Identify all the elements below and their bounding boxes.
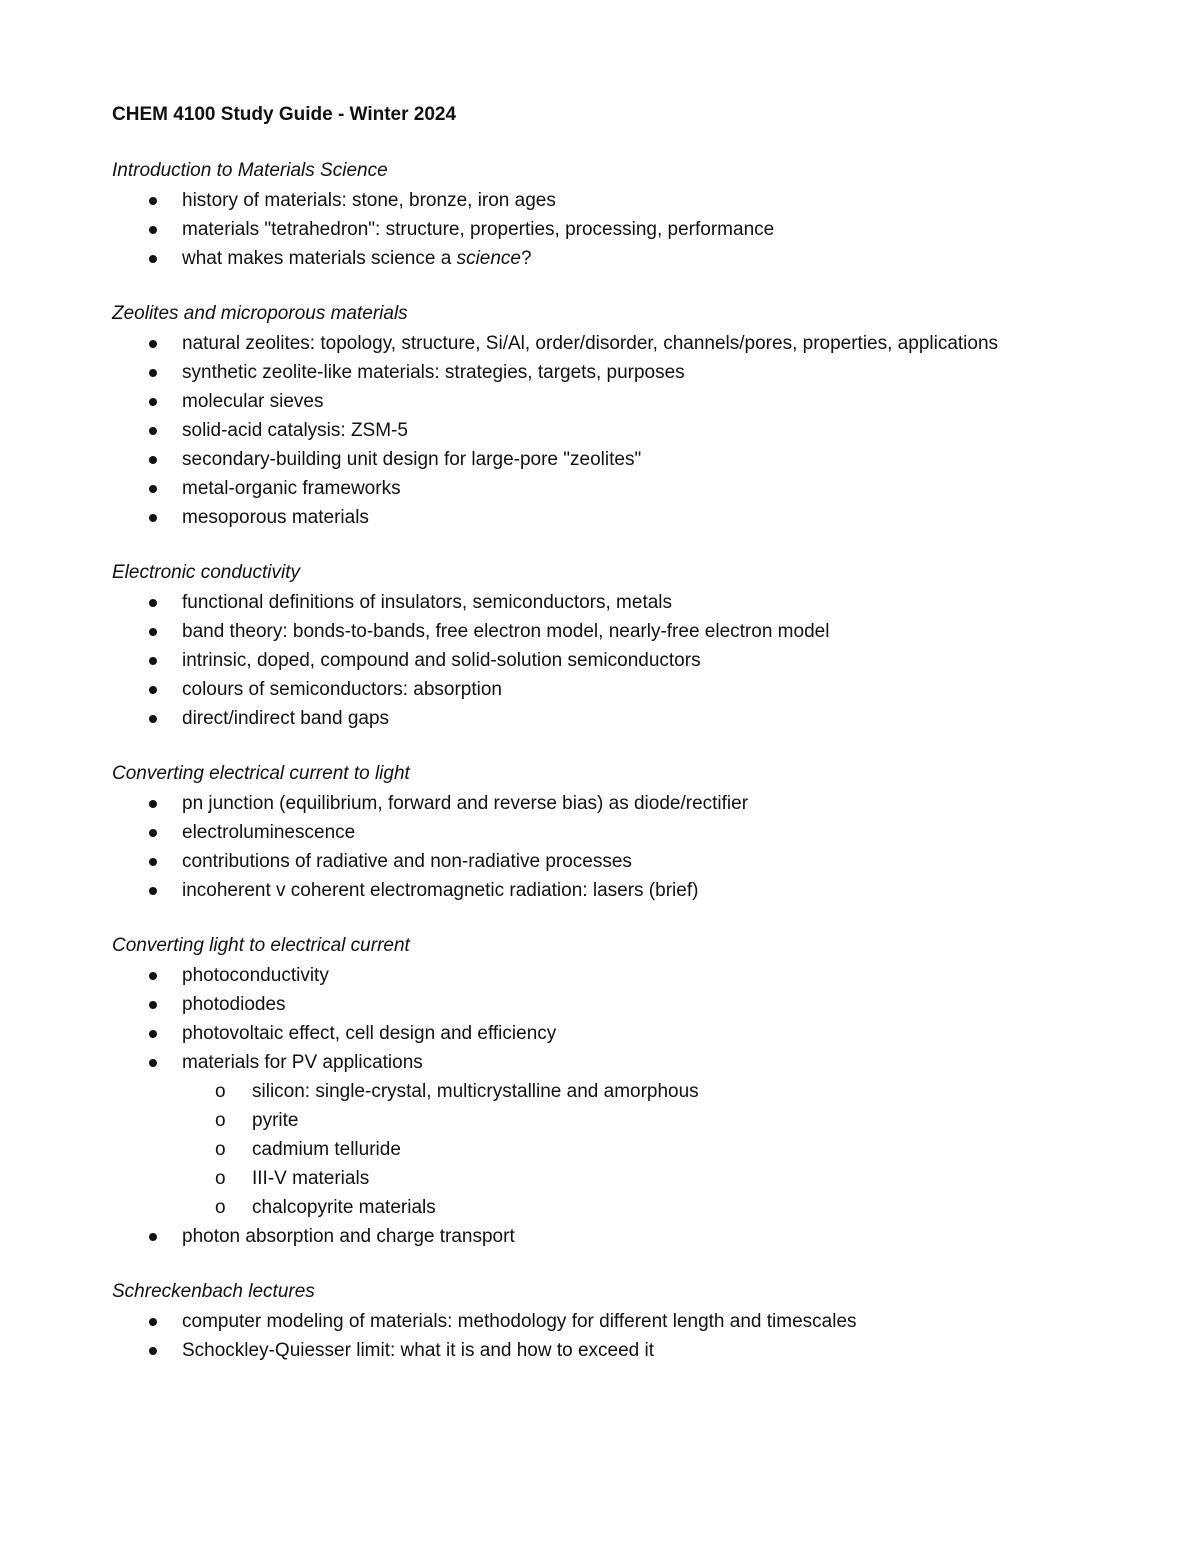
list-item	[182, 789, 1092, 818]
list-item	[182, 588, 1092, 617]
list-item-text: molecular sieves	[182, 391, 324, 412]
circle-bullet-icon: o	[215, 1197, 226, 1218]
bullet-icon	[149, 226, 157, 234]
list-item-text: band theory: bonds-to-bands, free electron model, nearly-free electron model	[182, 621, 830, 642]
bullet-icon	[149, 369, 157, 377]
bullet-list	[112, 186, 1092, 273]
bullet-icon	[149, 800, 157, 808]
sub-list-item	[215, 1164, 1092, 1193]
bullet-icon	[149, 599, 157, 607]
bullet-icon	[149, 197, 157, 205]
list-item	[182, 617, 1092, 646]
bullet-icon	[149, 858, 157, 866]
sub-list-item-text: silicon: single-crystal, multicrystalline and amorphous	[252, 1081, 699, 1102]
list-item	[182, 387, 1092, 416]
list-item	[182, 1019, 1092, 1048]
list-item	[182, 1307, 1092, 1336]
section-zeolites	[112, 299, 1092, 532]
list-item	[182, 818, 1092, 847]
document	[112, 100, 1092, 1391]
list-item	[182, 675, 1092, 704]
circle-bullet-icon: o	[215, 1168, 226, 1189]
bullet-icon	[149, 398, 157, 406]
list-item	[182, 329, 1092, 358]
bullet-list	[112, 789, 1092, 905]
list-item-text: natural zeolites: topology, structure, Si/Al, order/disorder, channels/pores, properties, applications	[182, 333, 999, 354]
list-item	[182, 244, 1092, 273]
list-item	[182, 1048, 1092, 1222]
circle-bullet-icon: o	[215, 1139, 226, 1160]
list-item	[182, 186, 1092, 215]
circle-bullet-icon: o	[215, 1081, 226, 1102]
list-item-text: metal-organic frameworks	[182, 478, 401, 499]
bullet-icon	[149, 887, 157, 895]
list-item-text: direct/indirect band gaps	[182, 708, 390, 729]
bullet-icon	[149, 829, 157, 837]
section-heading: Zeolites and microporous materials	[112, 303, 408, 324]
list-item-text: materials "tetrahedron": structure, properties, processing, performance	[182, 219, 775, 240]
list-item-text: mesoporous materials	[182, 507, 369, 528]
list-item-text: synthetic zeolite-like materials: strategies, targets, purposes	[182, 362, 685, 383]
section-current-to-light	[112, 759, 1092, 905]
list-item	[182, 215, 1092, 244]
list-item-text: computer modeling of materials: methodology for different length and timescales	[182, 1311, 857, 1332]
bullet-icon	[149, 427, 157, 435]
list-item-text: functional definitions of insulators, semiconductors, metals	[182, 592, 673, 613]
list-item-text: electroluminescence	[182, 822, 356, 843]
section-heading: Converting electrical current to light	[112, 763, 410, 784]
emphasis-text: science	[456, 248, 521, 269]
list-item-text: intrinsic, doped, compound and solid-solution semiconductors	[182, 650, 701, 671]
list-item-text: ?	[520, 248, 532, 269]
section-heading: Introduction to Materials Science	[112, 160, 388, 181]
bullet-icon	[149, 715, 157, 723]
section-heading: Electronic conductivity	[112, 562, 300, 583]
bullet-list	[112, 961, 1092, 1251]
list-item-text: history of materials: stone, bronze, iron ages	[182, 190, 556, 211]
sub-list-item	[215, 1106, 1092, 1135]
list-item-text: what makes materials science a	[182, 248, 457, 269]
bullet-icon	[149, 657, 157, 665]
list-item-text: photovoltaic effect, cell design and efficiency	[182, 1023, 557, 1044]
bullet-icon	[149, 1318, 157, 1326]
bullet-list	[112, 1307, 1092, 1365]
bullet-icon	[149, 628, 157, 636]
sub-list-item-text: III-V materials	[252, 1168, 370, 1189]
list-item-text: secondary-building unit design for large-pore "zeolites"	[182, 449, 642, 470]
section-light-to-current	[112, 931, 1092, 1251]
sub-list-item-text: chalcopyrite materials	[252, 1197, 436, 1218]
section-heading: Converting light to electrical current	[112, 935, 410, 956]
bullet-icon	[149, 514, 157, 522]
list-item-text: photodiodes	[182, 994, 286, 1015]
list-item-text: photon absorption and charge transport	[182, 1226, 515, 1247]
sub-bullet-list	[182, 1077, 1092, 1222]
list-item-text: materials for PV applications	[182, 1052, 423, 1073]
bullet-icon	[149, 1030, 157, 1038]
bullet-icon	[149, 1059, 157, 1067]
list-item	[182, 474, 1092, 503]
list-item-text: Schockley-Quiesser limit: what it is and how to exceed it	[182, 1340, 655, 1361]
bullet-icon	[149, 972, 157, 980]
list-item-text: pn junction (equilibrium, forward and reverse bias) as diode/rectifier	[182, 793, 749, 814]
bullet-icon	[149, 456, 157, 464]
sub-list-item	[215, 1193, 1092, 1222]
list-item-text: photoconductivity	[182, 965, 329, 986]
section-schreckenbach	[112, 1277, 1092, 1365]
bullet-icon	[149, 1347, 157, 1355]
bullet-icon	[149, 1233, 157, 1241]
list-item-text: contributions of radiative and non-radiative processes	[182, 851, 632, 872]
bullet-icon	[149, 1001, 157, 1009]
list-item	[182, 876, 1092, 905]
list-item	[182, 704, 1092, 733]
section-heading: Schreckenbach lectures	[112, 1281, 315, 1302]
sub-list-item	[215, 1077, 1092, 1106]
list-item	[182, 503, 1092, 532]
section-electronic-conductivity	[112, 558, 1092, 733]
list-item	[182, 961, 1092, 990]
list-item	[182, 646, 1092, 675]
list-item	[182, 1222, 1092, 1251]
list-item	[182, 358, 1092, 387]
document-title: CHEM 4100 Study Guide - Winter 2024	[112, 104, 457, 125]
bullet-list	[112, 329, 1092, 532]
list-item-text: incoherent v coherent electromagnetic radiation: lasers (brief)	[182, 880, 699, 901]
list-item	[182, 1336, 1092, 1365]
sub-list-item	[215, 1135, 1092, 1164]
bullet-icon	[149, 686, 157, 694]
bullet-list	[112, 588, 1092, 733]
bullet-icon	[149, 485, 157, 493]
list-item-text: solid-acid catalysis: ZSM-5	[182, 420, 408, 441]
circle-bullet-icon: o	[215, 1110, 226, 1131]
bullet-icon	[149, 340, 157, 348]
list-item-text: colours of semiconductors: absorption	[182, 679, 502, 700]
list-item	[182, 445, 1092, 474]
bullet-icon	[149, 255, 157, 263]
list-item	[182, 847, 1092, 876]
section-intro	[112, 156, 1092, 273]
sub-list-item-text: pyrite	[252, 1110, 299, 1131]
list-item	[182, 990, 1092, 1019]
sub-list-item-text: cadmium telluride	[252, 1139, 401, 1160]
list-item	[182, 416, 1092, 445]
